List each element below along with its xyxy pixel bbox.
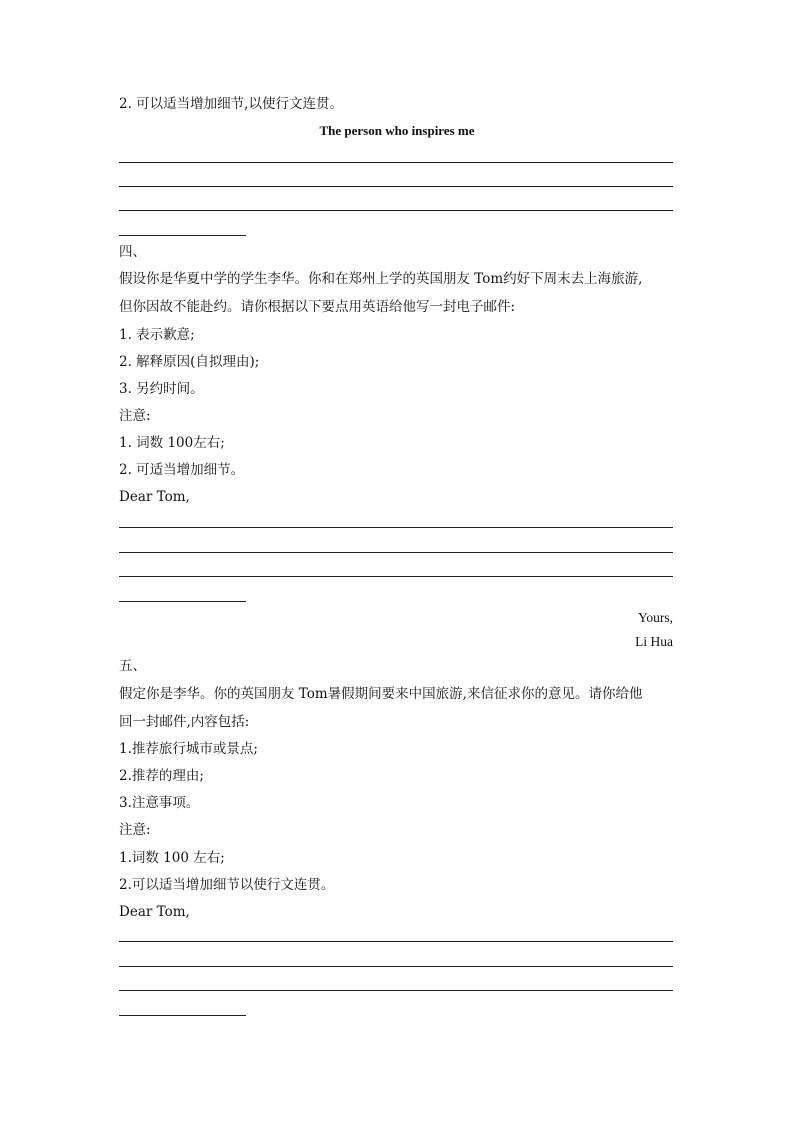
section-three-note-2: 2. 可以适当增加细节,以使行文连贯。 [119, 96, 343, 112]
section-five-point-3: 3.注意事项。 [119, 795, 200, 811]
answer-line[interactable] [119, 576, 673, 577]
section-five-prompt-line-2: 回一封邮件,内容包括: [119, 714, 250, 730]
section-four-prompt-line-2: 但你因故不能赴约。请你根据以下要点用英语给他写一封电子邮件: [119, 299, 516, 315]
section-five-prompt-line-1: 假定你是李华。你的英国朋友 Tom暑假期间要来中国旅游,来信征求你的意见。请你给他 [119, 686, 643, 702]
section-five-point-1: 1.推荐旅行城市或景点; [119, 741, 258, 757]
section-four-note-1: 1. 词数 100左右; [119, 435, 225, 451]
section-five-point-2: 2.推荐的理由; [119, 768, 204, 784]
section-five-note-2: 2.可以适当增加细节以使行文连贯。 [119, 877, 335, 893]
letter-signature: Li Hua [635, 634, 673, 649]
section-four-heading: 四、 [119, 244, 146, 260]
answer-line-short[interactable] [119, 235, 246, 236]
section-four-note-label: 注意: [119, 408, 151, 424]
section-four-note-2: 2. 可适当增加细节。 [119, 462, 245, 478]
answer-line[interactable] [119, 990, 673, 991]
answer-line[interactable] [119, 941, 673, 942]
section-four-point-1: 1. 表示歉意; [119, 327, 195, 343]
section-four-prompt-line-1: 假设你是华夏中学的学生李华。你和在郑州上学的英国朋友 Tom约好下周末去上海旅游, [119, 271, 643, 287]
answer-line[interactable] [119, 162, 673, 163]
answer-line[interactable] [119, 966, 673, 967]
section-five-note-1: 1.词数 100 左右; [119, 850, 225, 866]
section-five-greeting: Dear Tom, [119, 904, 190, 920]
answer-line-short[interactable] [119, 601, 246, 602]
answer-line[interactable] [119, 210, 673, 211]
answer-line[interactable] [119, 186, 673, 187]
letter-closing: Yours, [637, 610, 673, 625]
section-four-point-3: 3. 另约时间。 [119, 381, 204, 397]
answer-line-short[interactable] [119, 1015, 246, 1016]
essay-title: The person who inspires me [319, 123, 475, 138]
section-four-point-2: 2. 解释原因(自拟理由); [119, 354, 260, 370]
answer-line[interactable] [119, 527, 673, 528]
section-four-greeting: Dear Tom, [119, 489, 190, 505]
section-five-note-label: 注意: [119, 822, 151, 838]
section-five-heading: 五、 [119, 658, 146, 674]
answer-line[interactable] [119, 552, 673, 553]
